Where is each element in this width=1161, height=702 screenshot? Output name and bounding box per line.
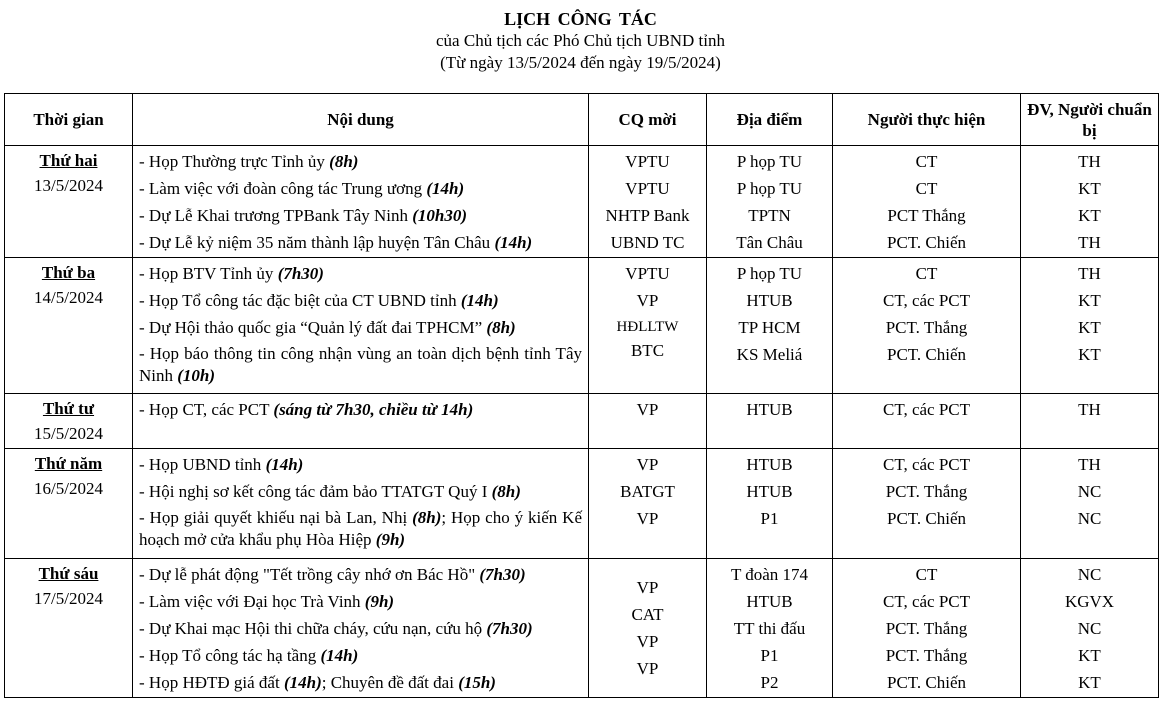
list-item: - Họp CT, các PCT (sáng từ 7h30, chiều từ 14h) (139, 400, 474, 419)
person-cell: CT, các PCT (833, 394, 1021, 449)
prep-cell: TH NC NC (1021, 449, 1159, 559)
table-header-row (5, 94, 1159, 146)
list-item: - Họp BTV Tỉnh ủy (7h30) (139, 264, 324, 283)
day-name: Thứ tư (42, 399, 95, 418)
content-cell (133, 394, 589, 449)
prep-cell: TH KT KT TH (1021, 146, 1159, 258)
list-item: - Họp báo thông tin công nhận vùng an toàn dịch bệnh tỉnh Tây Ninh (10h) (139, 344, 582, 385)
column-header-prep: ĐV, Người chuẩn bị (1021, 94, 1159, 146)
day-date: 17/5/2024 (34, 589, 103, 608)
document-title: LỊCH CÔNG TÁC (504, 9, 657, 29)
table-row (5, 258, 1159, 394)
person-cell: CT CT, các PCT PCT. Thắng PCT. Chiến (833, 258, 1021, 394)
day-cell (5, 559, 133, 698)
table-row (5, 559, 1159, 698)
day-name: Thứ hai (39, 151, 98, 170)
day-date: 16/5/2024 (34, 479, 103, 498)
prep-cell: TH (1021, 394, 1159, 449)
list-item: - Họp Thường trực Tỉnh ủy (8h) (139, 152, 359, 171)
day-name: Thứ sáu (38, 564, 99, 583)
date-range: (Từ ngày 13/5/2024 đến ngày 19/5/2024) (440, 53, 721, 72)
list-item: - Làm việc với Đại học Trà Vinh (9h) (139, 592, 395, 611)
content-cell (133, 449, 589, 559)
content-cell (133, 559, 589, 698)
day-name: Thứ ba (41, 263, 96, 282)
list-item: - Dự Lễ kỷ niệm 35 năm thành lập huyện Tân Châu (14h) (139, 233, 533, 252)
list-item: - Họp HĐTĐ giá đất (14h); Chuyên đề đất đai (15h) (139, 673, 496, 692)
day-cell (5, 449, 133, 559)
document-header (0, 0, 1161, 74)
place-cell: P họp TU HTUB TP HCM KS Meliá (707, 258, 833, 394)
place-cell: HTUB HTUB P1 (707, 449, 833, 559)
column-header-place: Địa điểm (707, 94, 833, 146)
place-cell: T đoàn 174 HTUB TT thi đấu P1 P2 (707, 559, 833, 698)
table-row (5, 394, 1159, 449)
person-cell: CT CT PCT Thắng PCT. Chiến (833, 146, 1021, 258)
day-cell (5, 146, 133, 258)
agency-cell: VP BATGT VP (589, 449, 707, 559)
table-row (5, 146, 1159, 258)
table-row (5, 449, 1159, 559)
column-header-agency: CQ mời (589, 94, 707, 146)
list-item: - Họp Tổ công tác đặc biệt của CT UBND tỉnh (14h) (139, 291, 499, 310)
column-header-person: Người thực hiện (833, 94, 1021, 146)
day-date: 13/5/2024 (34, 176, 103, 195)
place-cell: P họp TU P họp TU TPTN Tân Châu (707, 146, 833, 258)
list-item: - Hội nghị sơ kết công tác đảm bảo TTATGT Quý I (8h) (139, 482, 521, 501)
prep-cell: NC KGVX NC KT KT (1021, 559, 1159, 698)
document-subtitle: của Chủ tịch các Phó Chủ tịch UBND tỉnh (436, 31, 725, 50)
content-cell (133, 258, 589, 394)
content-cell (133, 146, 589, 258)
prep-cell: TH KT KT KT (1021, 258, 1159, 394)
list-item: - Họp giải quyết khiếu nại bà Lan, Nhị (8h); Họp cho ý kiến Kế hoạch mở cửa khẩu phụ Hòa Hiệp (9h) (139, 508, 582, 549)
day-date: 14/5/2024 (34, 288, 103, 307)
list-item: - Họp UBND tỉnh (14h) (139, 455, 304, 474)
list-item: - Dự Hội thảo quốc gia “Quản lý đất đai TPHCM” (8h) (139, 318, 516, 337)
list-item: - Họp Tổ công tác hạ tầng (14h) (139, 646, 359, 665)
list-item: - Dự Khai mạc Hội thi chữa cháy, cứu nạn, cứu hộ (7h30) (139, 619, 533, 638)
list-item: - Làm việc với đoàn công tác Trung ương (14h) (139, 179, 465, 198)
person-cell: CT CT, các PCT PCT. Thắng PCT. Thắng PCT. Chiến (833, 559, 1021, 698)
day-date: 15/5/2024 (34, 424, 103, 443)
agency-cell: VP CAT VP VP (589, 559, 707, 698)
list-item: - Dự lễ phát động "Tết trồng cây nhớ ơn Bác Hồ" (7h30) (139, 565, 526, 584)
person-cell: CT, các PCT PCT. Thắng PCT. Chiến (833, 449, 1021, 559)
place-cell: HTUB (707, 394, 833, 449)
day-name: Thứ năm (34, 454, 103, 473)
list-item: - Dự Lễ Khai trương TPBank Tây Ninh (10h30) (139, 206, 468, 225)
day-cell (5, 394, 133, 449)
day-cell (5, 258, 133, 394)
agency-cell: VP (589, 394, 707, 449)
agency-cell: VPTU VPTU NHTP Bank UBND TC (589, 146, 707, 258)
agency-cell: VPTU VP HĐLLTW BTC (589, 258, 707, 394)
schedule-table (4, 93, 1159, 698)
column-header-content: Nội dung (133, 94, 589, 146)
column-header-time: Thời gian (5, 94, 133, 146)
